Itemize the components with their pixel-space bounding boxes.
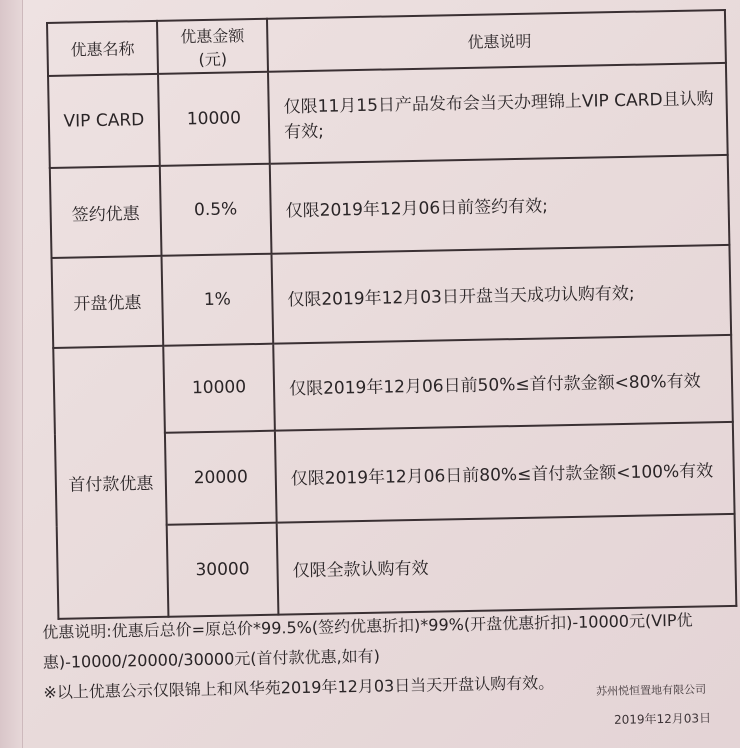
- tier-amount: 30000: [167, 523, 279, 617]
- table-row: [50, 155, 730, 258]
- table-row: [53, 335, 733, 436]
- company-name: 苏州悦恒置地有限公司: [595, 682, 707, 699]
- row-desc: 仅限11月15日产品发布会当天办理锦上VIP CARD且认购有效;: [268, 63, 728, 164]
- discount-table: [46, 9, 737, 620]
- row-desc: 仅限2019年12月03日开盘当天成功认购有效;: [271, 245, 731, 343]
- tier-amount: 10000: [163, 343, 275, 433]
- note-line: 惠)-10000/20000/30000元(首付款优惠,如有): [42, 646, 381, 672]
- row-amount: 0.5%: [160, 164, 272, 256]
- header-desc: 优惠说明: [267, 10, 726, 72]
- tier-desc: 仅限2019年12月06日前50%≤首付款金额<80%有效: [273, 335, 733, 431]
- table-row: [52, 245, 732, 348]
- page-edge: [0, 0, 23, 748]
- tier-amount: 20000: [165, 431, 277, 525]
- signature-date: 2019年12月03日: [613, 711, 712, 727]
- table-row: [48, 63, 728, 168]
- tier-desc: 仅限全款认购有效: [277, 514, 737, 615]
- row-name: VIP CARD: [48, 74, 160, 168]
- row-name: 签约优惠: [50, 166, 162, 258]
- row-amount: 10000: [158, 72, 270, 166]
- row-amount: 1%: [162, 254, 274, 346]
- row-name: 开盘优惠: [52, 256, 164, 348]
- header-amount: 优惠金额(元): [157, 19, 268, 74]
- row-desc: 仅限2019年12月06日前签约有效;: [270, 155, 730, 253]
- header-name: 优惠名称: [47, 21, 158, 76]
- down-payment-name: 首付款优惠: [53, 345, 168, 618]
- note-line: 优惠说明:优惠后总价=原总价*99.5%(签约优惠折扣)*99%(开盘优惠折扣)-10000元(VIP优: [42, 610, 693, 642]
- tier-desc: 仅限2019年12月06日前80%≤首付款金额<100%有效: [275, 422, 735, 523]
- disclaimer-line: ※以上优惠公示仅限锦上和风华苑2019年12月03日当天开盘认购有效。: [43, 673, 555, 702]
